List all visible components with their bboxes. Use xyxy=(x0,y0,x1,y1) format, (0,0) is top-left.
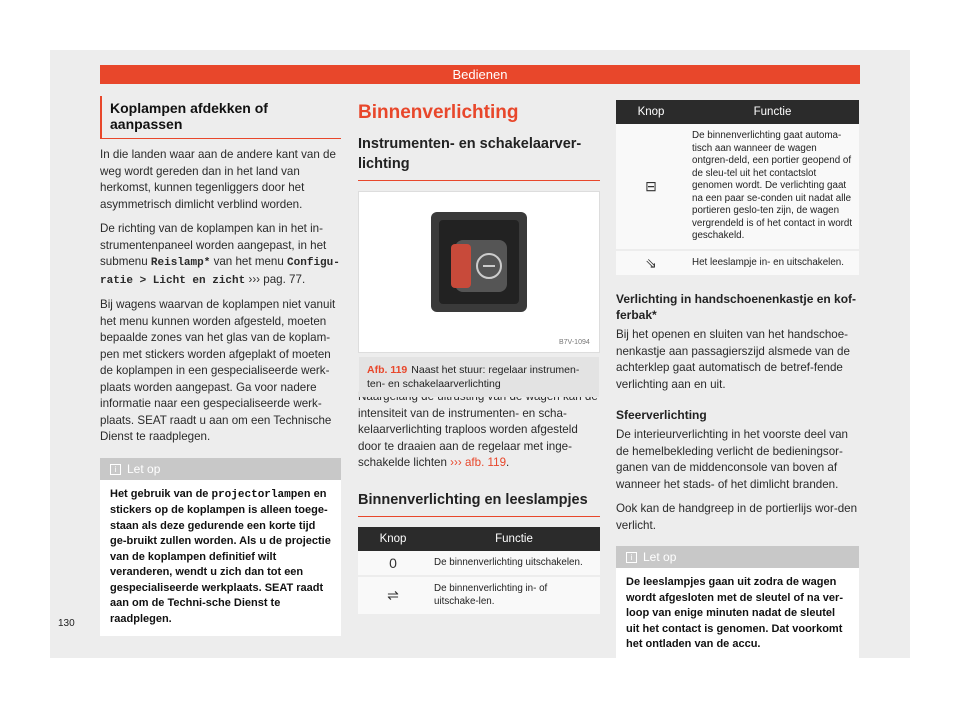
paragraph: Bij het openen en sluiten van het handschoe-nenkastje aan passagierszijd alsmede van de achterklep gaat automatisch de betref-fende verlichting aan en uit. xyxy=(616,328,850,391)
col-header-knop: Knop xyxy=(358,527,428,551)
paragraph: intensiteit van de instrumenten- en scha-kelaarverlichting traploos worden afgesteld door te draaien aan de regelaar met inge-schakelde lichten ››› afb. 119. xyxy=(358,406,578,469)
dimmer-illustration xyxy=(359,192,599,352)
subheading: Sfeerverlichting xyxy=(616,408,707,422)
note-header: i Let op xyxy=(100,458,341,480)
buttons-table-continued xyxy=(616,100,859,277)
col-header-functie: Functie xyxy=(428,527,600,551)
paragraph: In die landen waar aan de andere kant van de weg wordt gereden dan in het land van herkomst, kunnen tegenliggers door het asymmetrisch dimlicht verblind worden. xyxy=(100,148,336,211)
paragraph: De richting van de koplampen kan in het in-strumentenpaneel worden aangepast, in het submenu Reislamp* van het menu Configu-ratie > Licht en zicht ››› pag. 77. xyxy=(100,222,340,287)
reading-lamp-icon: ⇘ xyxy=(616,250,686,277)
col-header-knop: Knop xyxy=(616,100,686,124)
table-row: ⊟ De binnenverlichting gaat automa-tisch aan wanneer de wagen ontgren-deld, een portier geopend of de sleu-tel uit het contactslot genomen wordt. De verlichting gaat na een paar se-conden uit nadat alle portieren geslo-ten zijn, de wagen vergrendeld is of het contact in wordt geschakeld. xyxy=(616,124,859,250)
col-header-functie: Functie xyxy=(686,100,859,124)
paragraph: Bij wagens waarvan de koplampen niet vanuit het menu kunnen worden afgesteld, moeten bepaalde zones van het glas van de koplam-pen met stickers worden afgeplakt of moeten de koplampen in een gespecialiseerde werk-plaats worden aangepast. Ga voor nadere informatie naar een gespecialiseerde werk-plaats. SEAT raadt u aan om een Technische Dienst te raadplegen. xyxy=(100,298,336,443)
note-box xyxy=(100,458,341,637)
note-text: Het gebruik van de projectorlampen en stickers op de koplampen is alleen toege-staan als deze gedurende een korte tijd ge-bruikt zullen worden. Als u de projectie van de koplampen definitief wilt veranderen, wendt u zich dan tot een gespecialiseerde werkplaats. SEAT raadt aan om de Techni-sche Dienst te raadplegen. xyxy=(110,487,331,625)
info-icon: i xyxy=(626,552,637,563)
subsection-title: Instrumenten- en schakelaarver-lichting xyxy=(358,134,600,181)
column-left xyxy=(100,96,341,636)
figure-caption: Afb. 119 Naast het stuur: regelaar instrumen-ten- en schakelaarverlichting xyxy=(359,357,599,397)
section-header: Bedienen xyxy=(100,65,860,84)
table-row: 0 De binnenverlichting uitschakelen. xyxy=(358,551,600,577)
column-middle xyxy=(358,96,600,616)
interior-light-icon: ⇌ xyxy=(358,576,428,615)
door-contact-icon: ⊟ xyxy=(616,124,686,250)
zero-icon: 0 xyxy=(358,551,428,577)
page-number: 130 xyxy=(58,618,75,629)
column-right xyxy=(616,96,859,662)
figure-dimmer-control xyxy=(358,191,600,390)
info-icon: i xyxy=(110,464,121,475)
note-text: De leeslampjes gaan uit zodra de wagen wordt afgesloten met de sleutel of na ver-loop van enige minuten nadat de sleutel uit het contact is genomen. Dat voorkomt het ontladen van de accu. xyxy=(626,576,843,650)
paragraph: De interieurverlichting in het voorste deel van de hemelbekleding verlicht de bedieningsor-ganen van de middenconsole van boven af wanneer het stads- of het dimlicht branden. xyxy=(616,428,848,491)
figure-link[interactable]: ››› afb. 119 xyxy=(450,456,507,469)
page-reference[interactable]: ››› pag. 77. xyxy=(245,272,306,286)
figure-code: B7V-1094 xyxy=(559,339,590,346)
menu-name: Reislamp* xyxy=(150,257,211,269)
subheading: Verlichting in handschoenenkastje en kof-ferbak* xyxy=(616,292,857,322)
subsection-title: Binnenverlichting en leeslampjes xyxy=(358,490,600,517)
table-row: ⇌ De binnenverlichting in- of uitschake-len. xyxy=(358,576,600,615)
paragraph: Ook kan de handgreep in de portierlijs wor-den verlicht. xyxy=(616,502,858,532)
table-row: ⇘ Het leeslampje in- en uitschakelen. xyxy=(616,250,859,277)
menu-path: Configu-ratie > Licht en zicht xyxy=(100,257,340,287)
note-box xyxy=(616,546,859,662)
section-title: Koplampen afdekken of aanpassen xyxy=(100,96,341,139)
note-header: i Let op xyxy=(616,546,859,568)
buttons-table xyxy=(358,527,600,617)
chapter-title: Binnenverlichting xyxy=(358,102,519,123)
